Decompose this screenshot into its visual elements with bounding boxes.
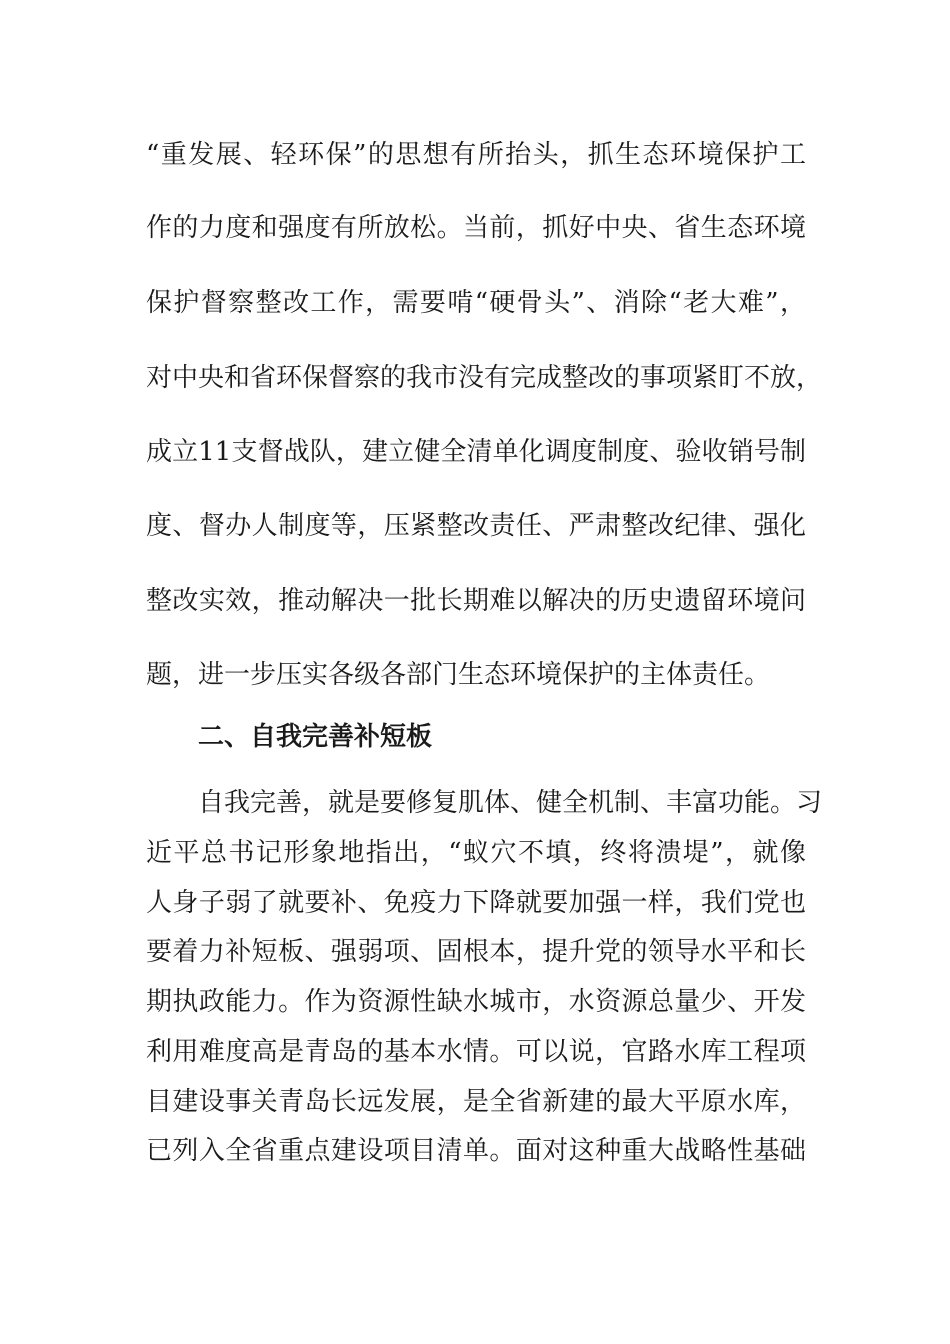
paragraph-1-line-6: 度、督办人制度等，压紧整改责任、严肃整改纪律、强化	[146, 511, 806, 541]
section-heading: 二、自我完善补短板	[198, 722, 433, 752]
paragraph-2-line-3: 人身子弱了就要补、免疫力下降就要加强一样，我们党也	[146, 888, 806, 918]
paragraph-2-line-4: 要着力补短板、强弱项、固根本，提升党的领导水平和长	[146, 937, 806, 967]
paragraph-1-line-5: 成立11支督战队，建立健全清单化调度制度、验收销号制	[146, 437, 806, 467]
paragraph-1-line-8: 题，进一步压实各级各部门生态环境保护的主体责任。	[146, 660, 771, 690]
paragraph-1-line-1: “重发展、轻环保”的思想有所抬头，抓生态环境保护工	[146, 140, 806, 170]
paragraph-1-line-2: 作的力度和强度有所放松。当前，抓好中央、省生态环境	[146, 213, 806, 243]
paragraph-1-line-3: 保护督察整改工作，需要啃“硬骨头”、消除“老大难”，	[146, 288, 806, 318]
paragraph-2-line-1: 自我完善，就是要修复肌体、健全机制、丰富功能。习	[198, 788, 823, 818]
paragraph-1-line-7: 整改实效，推动解决一批长期难以解决的历史遗留环境问	[146, 586, 806, 616]
paragraph-1-line-4: 对中央和省环保督察的我市没有完成整改的事项紧盯不放，	[146, 363, 823, 393]
paragraph-2-line-5: 期执政能力。作为资源性缺水城市，水资源总量少、开发	[146, 987, 806, 1017]
paragraph-2-line-7: 目建设事关青岛长远发展，是全省新建的最大平原水库，	[146, 1087, 806, 1117]
paragraph-2-line-8: 已列入全省重点建设项目清单。面对这种重大战略性基础	[146, 1136, 806, 1166]
paragraph-2-line-6: 利用难度高是青岛的基本水情。可以说，官路水库工程项	[146, 1037, 806, 1067]
paragraph-2-line-2: 近平总书记形象地指出，“蚁穴不填，终将溃堤”，就像	[146, 838, 806, 868]
